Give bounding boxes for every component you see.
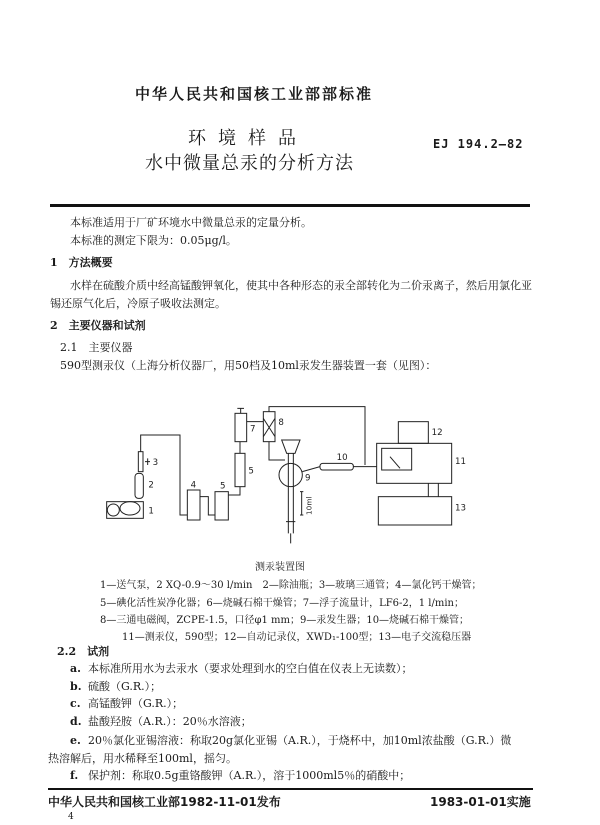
document-subtitle: 水中微量总汞的分析方法 [145,153,354,174]
issuing-authority: 中华人民共和国核工业部部标准 [135,85,374,103]
item-mark: e. [70,734,81,747]
item-mark: b. [70,680,82,693]
apparatus-diagram [80,390,480,550]
drier-10 [320,463,353,470]
section-heading: 2 主要仪器和试剂 [50,319,146,332]
diagram-label: 13 [455,503,467,514]
reagent-item: 盐酸羟胺（A.R.）：20％水溶液； [88,715,252,728]
figure-legend-line: 8—三通电磁阀，ZCPE-1.5，口径φ1 mm；9—汞发生器；10—烧碱石棉干燥管； [100,615,470,626]
page-number: 4 [68,812,74,822]
diagram-label: 5 [248,466,254,477]
footer-rule [48,788,533,790]
document-title: 环境样品 [188,128,308,149]
subsection-heading: 2.2 试剂 [57,645,110,658]
volume-mark: 10ml [304,496,314,515]
reagent-item: 本标准所用水为去汞水（要求处理到水的空白值在仪表上无读数）； [88,662,413,675]
item-mark: f. [70,769,79,782]
solenoid-valve-8 [263,412,275,442]
figure-legend-line: 1—送气泵，2 XQ-0.9～30 l/min 2—除油瓶；3—玻璃三通管；4—氯化钙干燥管； [100,580,482,591]
diagram-label: 1 [148,506,154,517]
diagram-label: 3 [152,458,159,468]
voltage-stabilizer-13 [378,497,451,525]
issue-date: 中华人民共和国核工业部1982-11-01发布 [48,795,281,809]
flowmeter-7 [235,413,247,441]
diagram-label: 4 [190,480,197,491]
reagent-item: 20％氯化亚锡溶液：称取20g氯化亚锡（A.R.），于烧杯中，加10ml浓盐酸（G.R.）微 [88,734,512,747]
purifier-5 [215,492,228,520]
three-way-tube [138,452,143,472]
recorder-12 [398,422,428,444]
reagent-item: 热溶解后，用水稀释至100ml，摇匀。 [48,752,237,765]
drier-6 [235,453,245,486]
reagent-item: 保护剂：称取0.5g重铬酸钾（A.R.），溶于1000ml5％的硝酸中； [88,769,411,782]
diagram-label: 10 [336,453,348,463]
standard-code: EJ 194.2—82 [433,137,524,151]
intro-line: 本标准的测定下限为：0.05μg/l。 [70,234,237,247]
diagram-label: 5 [220,481,226,492]
mercury-generator-9 [279,440,320,543]
item-mark: c. [70,697,81,710]
paragraph: 590型测汞仪（上海分析仪器厂，用50档及10ml汞发生器装置一套（见图）： [60,359,437,372]
paragraph: 水样在硫酸介质中经高锰酸钾氧化，使其中各种形态的汞全部转化为二价汞离子，然后用氯化亚 [70,279,532,292]
paragraph: 锡还原气化后，冷原子吸收法测定。 [50,297,226,310]
drier-4 [187,490,200,520]
subsection-heading: 2.1 主要仪器 [60,341,133,354]
oil-trap [135,473,143,498]
diagram-label: 2 [148,480,154,491]
diagram-label: 9 [305,473,311,484]
diagram-label: 8 [278,418,284,428]
diagram-label: 7 [250,424,256,435]
reagent-item: 高锰酸钾（G.R.）； [88,697,184,710]
header-rule [50,204,530,207]
diagram-label: 12 [431,428,443,438]
effective-date: 1983-01-01实施 [430,795,531,809]
diagram-label: 11 [455,457,467,467]
section-heading: 1 方法概要 [50,256,113,269]
figure-caption: 测汞装置图 [255,562,305,573]
figure-legend-line: 5—碘化活性炭净化器；6—烧碱石棉干燥管；7—浮子流量计，LF6-2，1 l/min； [100,598,464,609]
figure-legend-line: 11—测汞仪，590型；12—自动记录仪，XWD₁-100型；13—电子交流稳压器 [122,632,472,643]
item-mark: a. [70,662,81,675]
intro-line: 本标准适用于厂矿环境水中微量总汞的定量分析。 [70,216,312,229]
mercury-analyzer-11 [377,443,452,483]
item-mark: d. [70,715,82,728]
air-pump [107,502,144,519]
reagent-item: 硫酸（G.R.）； [88,680,162,693]
